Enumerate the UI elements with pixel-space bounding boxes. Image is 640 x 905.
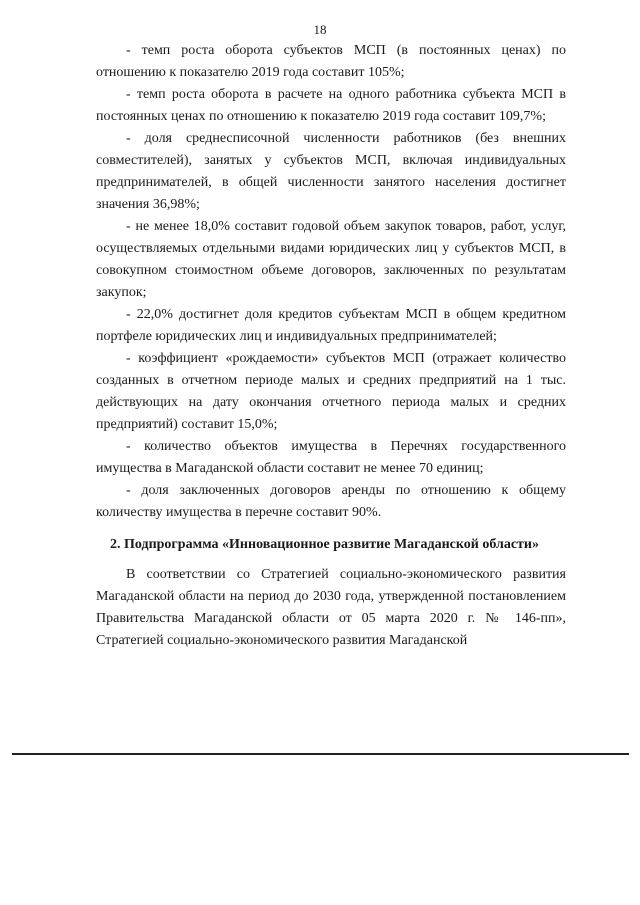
- bullet-item: - доля заключенных договоров аренды по отношению к общему количеству имущества в перечне составит 90%.: [96, 483, 566, 520]
- bullet-item: - не менее 18,0% составит годовой объем закупок товаров, работ, услуг, осуществляемых отдельными видами юридических лиц у субъектов МСП, в совокупном стоимостном объеме договоров, заключенных по результатам закупок;: [96, 219, 566, 300]
- footer-rule: [12, 753, 629, 755]
- page-number: 18: [313, 22, 327, 37]
- bullet-item: - количество объектов имущества в Перечнях государственного имущества в Магаданской области составит не менее 70 единиц;: [96, 439, 566, 476]
- document-body: [96, 40, 566, 652]
- bullet-item: - коэффициент «рождаемости» субъектов МСП (отражает количество созданных в отчетном периоде малых и средних предприятий на 1 тыс. действующих на дату окончания отчетного периода малых и средних предприятий) составит 15,0%;: [96, 351, 566, 432]
- bullet-item: - темп роста оборота в расчете на одного работника субъекта МСП в постоянных ценах по отношению к показателю 2019 года составит 109,7%;: [96, 87, 566, 124]
- bullet-item: - 22,0% достигнет доля кредитов субъектам МСП в общем кредитном портфеле юридических лиц и индивидуальных предпринимателей;: [96, 307, 566, 344]
- section-paragraph: В соответствии со Стратегией социально-экономического развития Магаданской области на период до 2030 года, утвержденной постановлением Правительства Магаданской области от 05 марта 2020 г. № 146-пп», Стратегией социально-экономического развития Магаданской: [96, 567, 566, 648]
- section-heading: 2. Подпрограмма «Инновационное развитие Магаданской области»: [110, 537, 539, 552]
- bullet-item: - темп роста оборота субъектов МСП (в постоянных ценах) по отношению к показателю 2019 года составит 105%;: [96, 43, 566, 80]
- bullet-item: - доля среднесписочной численности работников (без внешних совместителей), занятых у субъектов МСП, включая индивидуальных предпринимателей, в общей численности занятого населения достигнет значения 36,98%;: [96, 131, 566, 212]
